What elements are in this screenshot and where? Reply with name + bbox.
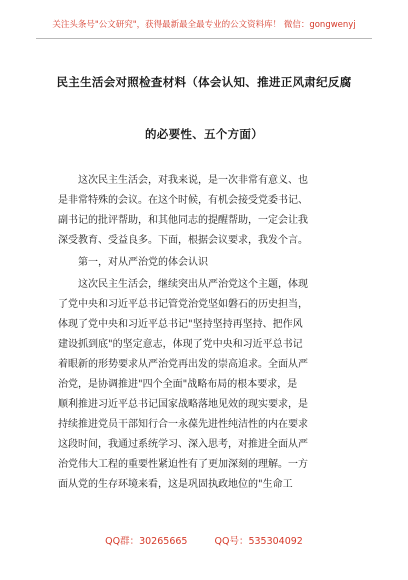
body-line-12: 顺利推进习近平总书记国家战略落地见效的现实要求，是 bbox=[58, 399, 308, 410]
body-line-10: 着眼新的形势要求从严治党再出发的崇高追求。全面从严 bbox=[58, 359, 308, 370]
body-line-14: 这段时间，我通过系统学习、深入思考，对推进全面从严 bbox=[58, 439, 308, 450]
body-line-16: 面从党的生存环境来看，这是巩固执政地位的"生命工 bbox=[58, 479, 293, 490]
footer-qq-group: QQ群：30265665 bbox=[105, 536, 188, 547]
body-line-2: 是非常特殊的会议。在这个时候，有机会接受党委书记、 bbox=[58, 195, 308, 206]
document-title-line-2: 的必要性、五个方面） bbox=[145, 127, 263, 141]
header-watermark-note: 关注头条号"公文研究"，获得最新最全最专业的公文资料库！ 微信：gongwenyj bbox=[52, 20, 356, 30]
body-line-1: 这次民主生活会，对我来说，是一次非常有意义、也 bbox=[78, 175, 308, 186]
header-divider bbox=[36, 38, 372, 39]
footer-qq-number: QQ号：535304092 bbox=[214, 536, 303, 547]
body-line-4: 深受教育、受益良多。下面，根据会议要求，我发个言。 bbox=[58, 235, 308, 246]
body-line-13: 持续推进党员干部知行合一永葆先进性纯洁性的内在要求 bbox=[58, 419, 308, 430]
body-line-6: 这次民主生活会，继续突出从严治党这个主题，体现 bbox=[78, 279, 308, 290]
section-heading: 第一，对从严治党的体会认识 bbox=[78, 257, 208, 268]
body-line-3: 副书记的批评帮助，和其他同志的提醒帮助，一定会让我 bbox=[58, 215, 308, 226]
body-line-8: 体现了党中央和习近平总书记"坚持坚持再坚持、把作风 bbox=[58, 319, 303, 330]
body-line-7: 了党中央和习近平总书记管党治党坚如磐石的历史担当， bbox=[58, 299, 308, 310]
footer-contact bbox=[0, 533, 408, 547]
body-line-15: 治党伟大工程的重要性紧迫性有了更加深刻的理解。一方 bbox=[58, 459, 308, 470]
body-line-11: 治党，是协调推进"四个全面"战略布局的根本要求，是 bbox=[58, 379, 298, 390]
document-title-line-1: 民主生活会对照检查材料（体会认知、推进正风肃纪反腐 bbox=[56, 75, 352, 89]
body-line-9: 建设抓到底"的坚定意志，体现了党中央和习近平总书记 bbox=[58, 339, 303, 350]
